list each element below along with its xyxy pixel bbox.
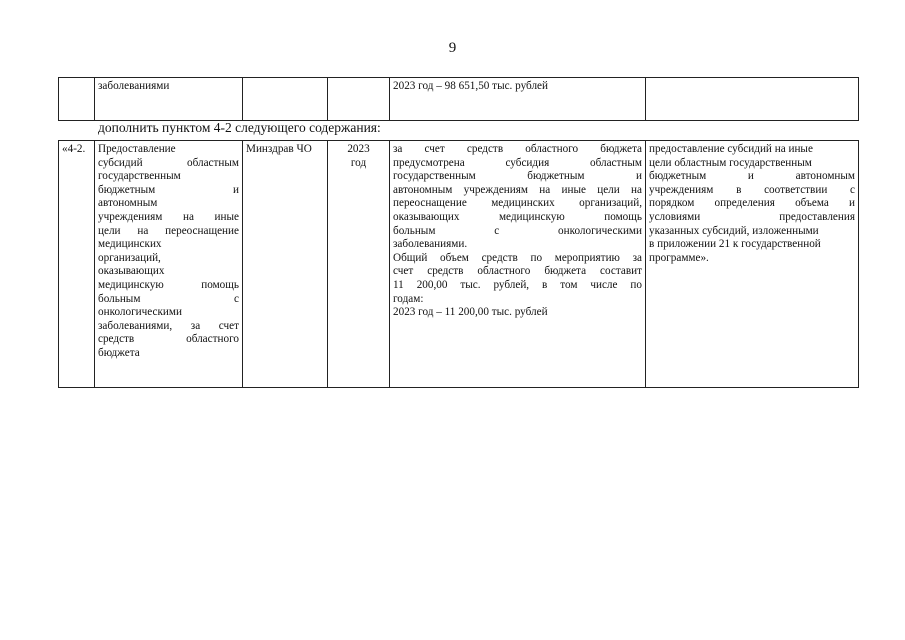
page-number: 9	[448, 40, 457, 56]
amendment-text: дополнить пунктом 4-2 следующего содержания:	[98, 120, 381, 135]
text-line: учреждениям на иные	[98, 210, 239, 223]
text-line: порядком определения объема и	[649, 197, 855, 210]
text-line: автономным	[98, 197, 158, 210]
table-new-item	[58, 140, 859, 388]
cell-term	[328, 78, 390, 121]
table-row	[59, 78, 859, 121]
cell-result	[646, 78, 859, 121]
text-line: 2023 год – 11 200,00 тыс. рублей	[393, 306, 548, 319]
text-line: бюджетным и	[98, 183, 239, 196]
cell-funding: 2023 год – 98 651,50 тыс. рублей	[390, 78, 646, 121]
text-line: цели на переоснащение	[98, 224, 239, 237]
text-line: медицинскую помощь	[98, 278, 239, 291]
text-line: учреждениям в соответствии с	[649, 183, 855, 196]
cell-name	[95, 141, 243, 388]
text-line: онкологическими	[98, 306, 182, 319]
text-line: оказывающих	[98, 265, 165, 278]
text-line: Предоставление	[98, 143, 176, 155]
text-line: год	[350, 156, 367, 169]
table-row	[59, 141, 859, 388]
cell-number	[59, 78, 95, 121]
text-line: бюджетным и автономным	[649, 170, 855, 183]
table-continuation	[58, 77, 859, 121]
text-line: заболеваниями.	[393, 238, 468, 251]
text-line: программе».	[649, 251, 709, 264]
text-line: государственным	[98, 170, 181, 183]
text-line: заболеваниями, за счет	[98, 319, 239, 332]
cell-name: заболеваниями	[95, 78, 243, 121]
text-line: цели областным государственным	[649, 156, 812, 169]
text-line: предусмотрена субсидия областным	[393, 156, 642, 169]
text-line: средств областного	[98, 333, 239, 346]
text-line: организаций,	[98, 251, 161, 264]
text-line: счет средств областного бюджета составит	[393, 265, 642, 278]
text-line: указанных субсидий, изложенными	[649, 224, 819, 237]
cell-term	[328, 141, 390, 388]
text-line: предоставление субсидий на иные	[649, 143, 813, 155]
text-line: больным с онкологическими	[393, 224, 642, 237]
text-line: условиями предоставления	[649, 210, 855, 223]
text-line: переоснащение медицинских организаций,	[393, 197, 642, 210]
text-line: медицинских	[98, 238, 162, 251]
text-line: больным с	[98, 292, 239, 305]
cell-number: «4-2.	[59, 141, 95, 388]
text-line: автономным учреждениям на иные цели на	[393, 183, 642, 196]
text-line: годам:	[393, 292, 424, 305]
text-line: оказывающих медицинскую помощь	[393, 210, 642, 223]
text-line: 11 200,00 тыс. рублей, в том числе по	[393, 278, 642, 291]
text-line: субсидий областным	[98, 156, 239, 169]
text-line: 2023	[347, 143, 370, 155]
cell-executor	[243, 78, 328, 121]
cell-result	[646, 141, 859, 388]
text-line: в приложении 21 к государственной	[649, 238, 821, 251]
cell-executor: Минздрав ЧО	[243, 141, 328, 388]
text-line: бюджета	[98, 346, 140, 359]
cell-funding	[390, 141, 646, 388]
text-line: государственным бюджетным и	[393, 170, 642, 183]
text-line: за счет средств областного бюджета	[393, 143, 642, 155]
text-line: Общий объем средств по мероприятию за	[393, 251, 642, 264]
